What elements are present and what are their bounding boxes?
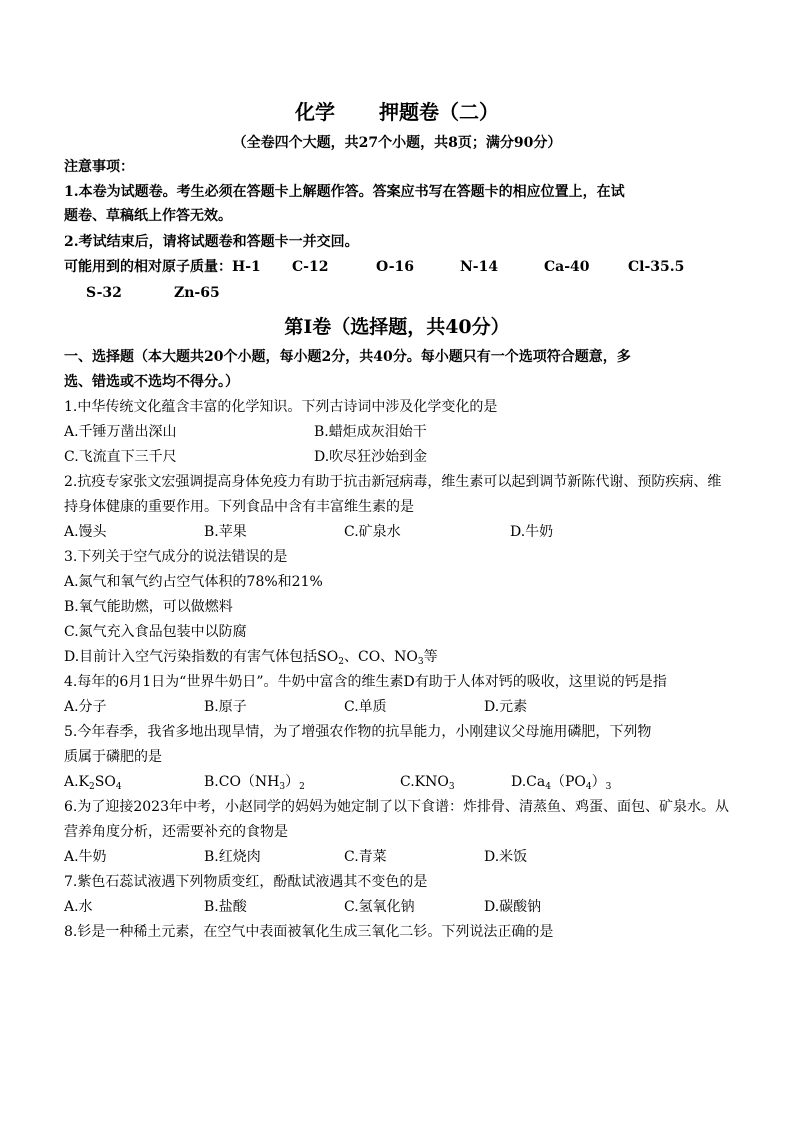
q5-option-b: $B.CO(NH_3)_2$ <box>204 774 305 792</box>
q2-stem-a: 2.抗疫专家张文宏强调提高身体免疫力有助于抗击新冠病毒，维生素可以起到调节新陈代谢、预防疾病、维 <box>64 474 722 490</box>
q3-option-d-text: D.目前计入空气污染指数的有害气体包括SO <box>64 649 339 665</box>
q7-stem: 7.紫色石蕊试液遇下列物质变红，酚酞试液遇其不变色的是 <box>64 874 428 890</box>
mass-ca: Ca-40 <box>544 259 590 275</box>
q7-option-a: A.水 <box>64 899 93 915</box>
q7-option-c: C.氢氧化钠 <box>344 899 415 915</box>
q5-option-a: $A.K_2SO_4$ <box>64 774 122 792</box>
mass-n: N-14 <box>460 259 499 275</box>
q2-option-a: A.馒头 <box>64 524 107 540</box>
notes-heading: 注意事项： <box>64 159 134 175</box>
mass-s: S-32 <box>86 285 122 301</box>
q2-stem-b: 持身体健康的重要作用。下列食品中含有丰富维生素的是 <box>64 499 414 515</box>
q4-option-d: D.元素 <box>484 699 528 715</box>
q6-option-b: B.红烧肉 <box>204 849 261 865</box>
q2-options <box>64 522 553 542</box>
atomic-mass-label: 可能用到的相对原子质量： <box>64 259 232 275</box>
q3-option-b: B.氧气能助燃，可以做燃料 <box>64 599 233 615</box>
section-instruction-a: 一、选择题（本大题共20个小题，每小题2分，共40分。每小题只有一个选项符合题意，多 <box>64 349 631 365</box>
page-title <box>0 96 794 125</box>
subject-label: 化学 <box>295 100 335 124</box>
q2-option-d: D.牛奶 <box>510 524 554 540</box>
mass-h: H-1 <box>232 259 261 275</box>
mass-o: O-16 <box>376 259 415 275</box>
page-subtitle: （全卷四个大题，共27个小题，共8页；满分90分） <box>232 135 562 151</box>
q6-option-d: D.米饭 <box>484 849 528 865</box>
q3-option-c: C.氮气充入食品包装中以防腐 <box>64 624 247 640</box>
q1-options-row1 <box>64 422 427 442</box>
q8-stem: 8.钐是一种稀土元素，在空气中表面被氧化生成三氧化二钐。下列说法正确的是 <box>64 924 554 940</box>
q2-option-c: C.矿泉水 <box>344 524 401 540</box>
section-instruction-b: 选、错选或不选均不得分。） <box>64 374 239 390</box>
note-item-1a: 1.本卷为试题卷。考生必须在答题卡上解题作答。答案应书写在答题卡的相应位置上，在试 <box>64 184 625 200</box>
q4-option-b: B.原子 <box>204 699 247 715</box>
q7-option-d: D.碳酸钠 <box>484 899 542 915</box>
q6-option-a: A.牛奶 <box>64 849 107 865</box>
q3-option-d-end: 等 <box>423 649 438 665</box>
q5-options <box>64 772 611 797</box>
q5-option-d: $D.Ca_4(PO_4)_3$ <box>511 774 612 792</box>
q1-options-row2 <box>64 447 427 467</box>
q3-option-a: A.氮气和氧气约占空气体积的78%和21% <box>64 574 323 590</box>
note-item-2: 2.考试结束后，请将试题卷和答题卡一并交回。 <box>64 234 359 250</box>
note-item-1b: 题卷、草稿纸上作答无效。 <box>64 208 232 224</box>
q6-option-c: C.青菜 <box>344 849 387 865</box>
q5-stem-b: 质属于磷肥的是 <box>64 749 162 765</box>
q4-stem: 4.每年的6月1日为“世界牛奶日”。牛奶中富含的维生素D有助于人体对钙的吸收，这里说的钙是指 <box>64 674 667 690</box>
q3-option-d <box>64 647 438 672</box>
q4-options <box>64 697 527 717</box>
q3-option-d-sub1: 2 <box>338 657 344 667</box>
q1-option-b: B.蜡炬成灰泪始干 <box>314 424 427 440</box>
q1-stem: 1.中华传统文化蕴含丰富的化学知识。下列古诗词中涉及化学变化的是 <box>64 399 498 415</box>
q4-option-c: C.单质 <box>344 699 387 715</box>
mass-zn: Zn-65 <box>174 285 220 301</box>
q1-option-d: D.吹尽狂沙始到金 <box>314 449 428 465</box>
q6-stem-b: 营养角度分析，还需要补充的食物是 <box>64 824 288 840</box>
q6-options <box>64 847 527 867</box>
q6-stem-a: 6.为了迎接2023年中考，小赵同学的妈妈为她定制了以下食谱：炸排骨、清蒸鱼、鸡蛋、面包、矿泉水。从 <box>64 799 729 815</box>
paper-label: 押题卷（二） <box>379 100 499 124</box>
q7-options <box>64 897 541 917</box>
q2-option-b: B.苹果 <box>204 524 247 540</box>
q5-option-c: $C.KNO_3$ <box>400 774 455 792</box>
q3-stem: 3.下列关于空气成分的说法错误的是 <box>64 549 288 565</box>
q4-option-a: A.分子 <box>64 699 107 715</box>
q5-stem-a: 5.今年春季，我省多地出现旱情，为了增强农作物的抗旱能力，小刚建议父母施用磷肥，下列物 <box>64 724 652 740</box>
section-title: 第I卷（选择题，共40分） <box>284 316 510 338</box>
mass-c: C-12 <box>292 259 329 275</box>
atomic-mass-line <box>64 257 684 277</box>
atomic-mass-line-2 <box>86 283 220 303</box>
q1-option-c: C.飞流直下三千尺 <box>64 449 177 465</box>
q3-option-d-sub2: 3 <box>417 657 424 667</box>
q7-option-b: B.盐酸 <box>204 899 247 915</box>
q3-option-d-mid: 、CO、NO <box>343 649 418 665</box>
mass-cl: Cl-35.5 <box>628 259 685 275</box>
q1-option-a: A.千锤万凿出深山 <box>64 424 177 440</box>
